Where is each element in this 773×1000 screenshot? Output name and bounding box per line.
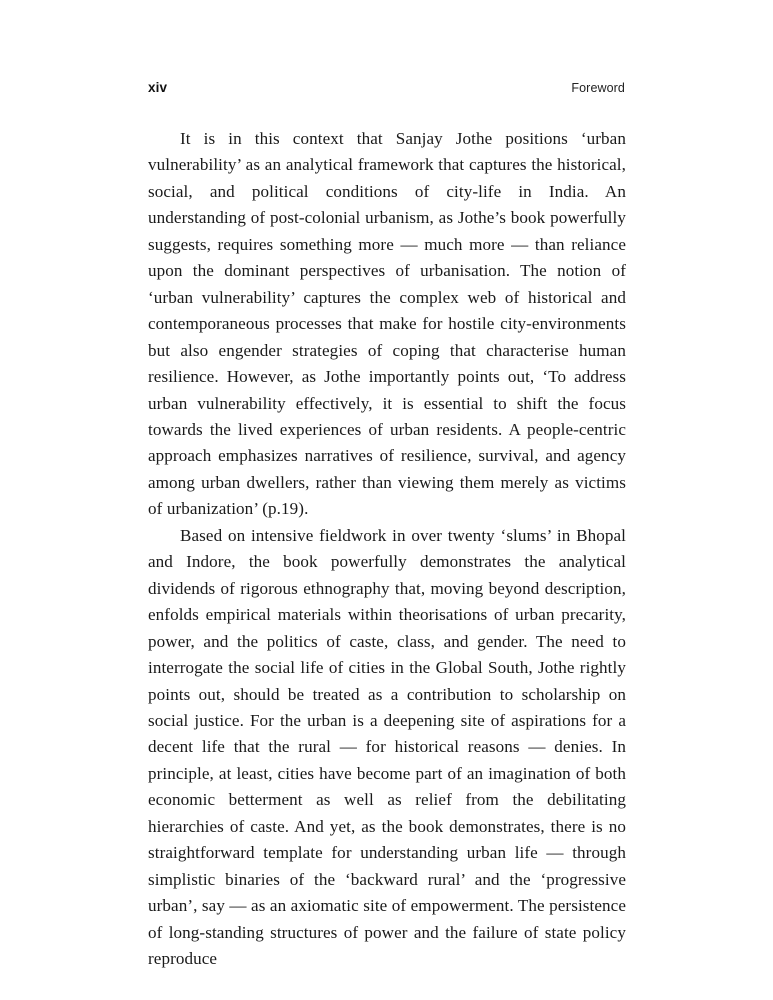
- paragraph-1: It is in this context that Sanjay Jothe positions ‘urban vulnerability’ as an analytical framework that captures the historical, social, and political conditions of city-life in India. An understanding of post-colonial urbanism, as Jothe’s book powerfully suggests, requires something more — much more — than reliance upon the dominant perspectives of urbanisation. The notion of ‘urban vulnerability’ captures the complex web of historical and contemporaneous processes that make for hostile city-environments but also engender strategies of coping that characterise human resilience. However, as Jothe importantly points out, ‘To address urban vulnerability effectively, it is essential to shift the focus towards the lived experiences of urban residents. A people-centric approach emphasizes narratives of resilience, survival, and agency among urban dwellers, rather than viewing them merely as victims of urbanization’ (p.19).: [148, 129, 626, 519]
- body-text-block: [148, 126, 626, 973]
- chapter-title: Foreword: [571, 81, 625, 95]
- paragraph-2: Based on intensive fieldwork in over twenty ‘slums’ in Bhopal and Indore, the book powerfully demonstrates the analytical dividends of rigorous ethnography that, moving beyond description, enfolds empirical materials within theorisations of urban precarity, power, and the politics of caste, class, and gender. The need to interrogate the social life of cities in the Global South, Jothe rightly points out, should be treated as a contribution to scholarship on social justice. For the urban is a deepening site of aspirations for a decent life that the rural — for historical reasons — denies. In principle, at least, cities have become part of an imagination of both economic betterment as well as relief from the debilitating hierarchies of caste. And yet, as the book demonstrates, there is no straightforward template for understanding urban life — through simplistic binaries of the ‘backward rural’ and the ‘progressive urban’, say — as an axiomatic site of empowerment. The persistence of long-standing structures of power and the failure of state policy reproduce: [148, 525, 627, 969]
- running-head: [148, 80, 625, 100]
- page-number: xiv: [148, 80, 168, 95]
